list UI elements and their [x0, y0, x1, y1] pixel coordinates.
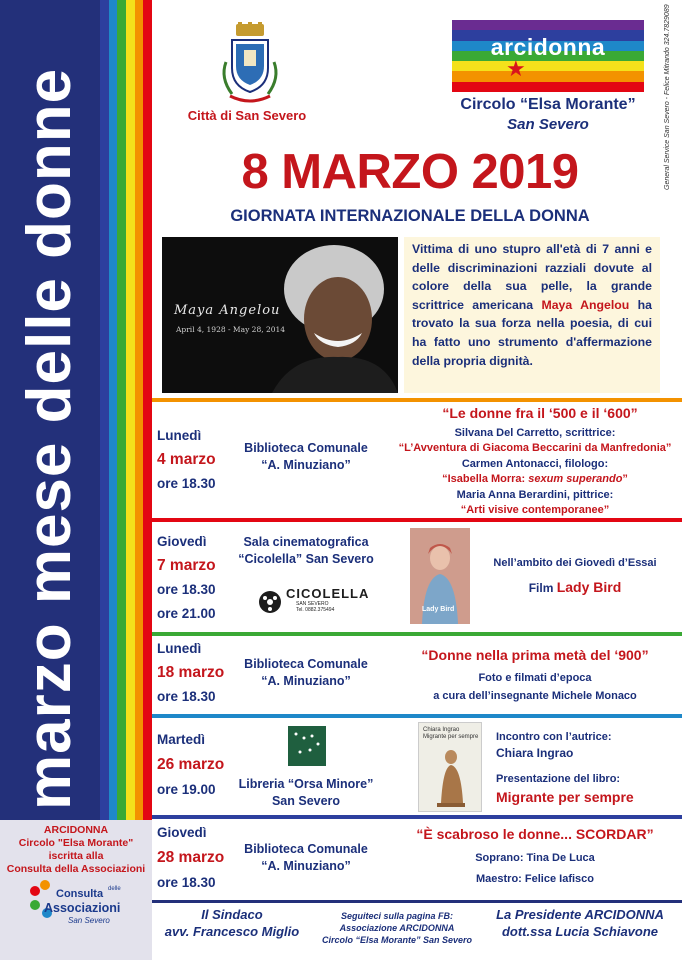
event-date: 18 marzo [157, 664, 225, 681]
event-title: “È scabroso le donne... SCORDAR” [416, 826, 654, 842]
event-divider [152, 398, 682, 402]
circolo-name: Circolo “Elsa Morante” [460, 96, 636, 113]
event-detail: Incontro con l’autrice: [496, 731, 612, 743]
footer-line: Associazione ARCIDONNA [339, 923, 455, 933]
event-detail: “Arti visive contemporanee” [460, 504, 610, 516]
book-cover [418, 722, 482, 812]
event-detail: Presentazione del libro: [496, 773, 621, 785]
venue-line: Sala cinematografica [243, 535, 369, 549]
poster-caption: Lady Bird [422, 606, 455, 613]
star-icon: ★ [506, 56, 526, 81]
logo-text: delle [108, 886, 121, 892]
photo-caption-name: Maya Angelou [174, 303, 281, 318]
event-detail: Carmen Antonacci, filologo: [461, 458, 609, 470]
detail-part: ” [622, 473, 628, 485]
assoc-line: iscritta alla [48, 850, 104, 862]
intro-text: Vittima di uno stupro all'età di 7 anni e delle discriminazioni razziali dovute al colore della sua pelle, la grande scrittrice americana [412, 242, 652, 312]
vertical-title: marzo mese delle donne [15, 67, 84, 810]
event-day: Giovedì [157, 825, 207, 840]
assoc-line: Circolo "Elsa Morante" [18, 837, 134, 849]
detail-part: “Isabella Morra: [442, 473, 529, 485]
event-detail: Chiara Ingrao [496, 746, 574, 760]
stripe [100, 0, 109, 820]
venue-line: “A. Minuziano” [261, 674, 351, 688]
main-date-title: 8 MARZO 2019 [241, 145, 579, 199]
footer-line: Il Sindaco [201, 907, 263, 922]
logo-text: San Severo [68, 916, 110, 925]
venue-line: Biblioteca Comunale [244, 657, 368, 671]
event-detail [468, 580, 682, 596]
cinema-logo-sub: SAN SEVERO [296, 601, 329, 607]
event-date: 4 marzo [157, 451, 216, 468]
venue-line: “A. Minuziano” [261, 859, 351, 873]
venue-line: Libreria “Orsa Minore” [238, 777, 374, 791]
event-time: ore 18.30 [157, 875, 216, 890]
event-detail: Maestro: Felice Iafisco [476, 873, 594, 885]
book-cover-title: Migrante per sempre [423, 734, 479, 740]
venue-line: San Severo [271, 794, 341, 808]
venue-line: “Cicolella” San Severo [238, 552, 374, 566]
event-title: “Le donne fra il ‘500 e il ‘600” [442, 405, 638, 421]
footer-facebook [312, 910, 482, 946]
event-venue [236, 656, 376, 690]
event-date: 7 marzo [157, 557, 216, 574]
event-row [152, 524, 682, 630]
event-detail [388, 472, 682, 487]
circolo-city: San Severo [507, 116, 589, 133]
cinema-logo [256, 582, 370, 616]
footer-line: avv. Francesco Miglio [164, 924, 300, 939]
logo-text: Consulta [56, 888, 104, 900]
event-time: ore 19.00 [157, 782, 216, 797]
event-row [152, 821, 682, 899]
venue-line: Biblioteca Comunale [244, 441, 368, 455]
event-day: Giovedì [157, 534, 207, 549]
consulta-logo [28, 878, 138, 948]
orsa-minore-logo [288, 726, 326, 766]
event-detail: Soprano: Tina De Luca [475, 852, 595, 864]
lady-bird-poster [410, 528, 470, 624]
cinema-logo-sub: Tel. 0882.375494 [296, 607, 335, 613]
subtitle: GIORNATA INTERNAZIONALE DELLA DONNA [230, 207, 590, 225]
detail-part: sexum superando [528, 473, 623, 485]
assoc-line: ARCIDONNA [43, 824, 109, 836]
stars-icon [288, 726, 326, 766]
logo-text: Associazioni [44, 901, 121, 915]
event-date: 26 marzo [157, 756, 225, 773]
venue-line: Biblioteca Comunale [244, 842, 368, 856]
event-row [152, 638, 682, 712]
event-detail: Nell’ambito dei Giovedì d’Essai [493, 557, 657, 569]
footer-line: Seguiteci sulla pagina FB: [340, 911, 454, 921]
event-venue [236, 534, 376, 568]
intro-highlight: Maya Angelou [541, 297, 630, 312]
assoc-line: Consulta della Associazioni [6, 863, 146, 875]
event-divider [152, 815, 682, 819]
footer-line: La Presidente ARCIDONNA [496, 907, 664, 922]
city-crest-icon [218, 22, 282, 106]
intro-text-box [404, 237, 660, 393]
event-row [152, 720, 682, 814]
print-credit: General Service San Severo - Felice Mitrando 324.7829089 [664, 4, 671, 190]
rainbow-stripes [100, 0, 152, 820]
event-divider [152, 632, 682, 636]
city-name: Città di San Severo [187, 108, 307, 123]
event-divider [152, 714, 682, 718]
stripe [135, 0, 144, 820]
maya-angelou-photo [162, 237, 398, 393]
film-title: Lady Bird [556, 579, 622, 595]
event-venue [236, 841, 376, 875]
event-venue [236, 776, 376, 810]
book-title: Migrante per sempre [496, 789, 634, 805]
event-time: ore 21.00 [157, 606, 216, 621]
cinema-logo-name: CICOLELLA [286, 586, 370, 601]
footer-line: Circolo “Elsa Morante” San Severo [321, 935, 473, 945]
event-detail: Silvana Del Carretto, scrittrice: [454, 427, 616, 439]
arcidonna-logo-text: arcidonna [490, 34, 606, 60]
event-day: Martedì [157, 732, 206, 747]
stripe [126, 0, 135, 820]
footer-mayor [152, 906, 312, 940]
event-day: Lunedì [157, 641, 202, 656]
event-row [152, 404, 682, 516]
event-divider [152, 518, 682, 522]
event-detail: Foto e filmati d’epoca [478, 672, 592, 684]
event-detail: Maria Anna Berardini, pittrice: [456, 489, 614, 501]
book-cover-author: Chiara Ingrao [423, 727, 460, 733]
event-day: Lunedì [157, 428, 202, 443]
left-banner [0, 0, 100, 820]
venue-line: “A. Minuziano” [261, 458, 351, 472]
statue-figure-icon [419, 723, 483, 813]
event-title: “Donne nella prima metà del ‘900” [421, 647, 649, 663]
event-detail: a cura dell’insegnante Michele Monaco [433, 690, 637, 702]
footer-divider [152, 900, 682, 903]
footer-president [482, 906, 678, 940]
event-time: ore 18.30 [157, 582, 216, 597]
intro-text: ha trovato la sua forza nella poesia, di cui ha fatto uno strumento d'affermazione della propria dignità. [412, 297, 652, 368]
photo-caption-dates: April 4, 1928 - May 28, 2014 [176, 325, 286, 334]
stripe [109, 0, 118, 820]
stripe [117, 0, 126, 820]
event-time: ore 18.30 [157, 689, 216, 704]
event-detail: “L’Avventura di Giacoma Beccarini da Manfredonia” [398, 442, 672, 454]
association-box [0, 820, 152, 960]
event-time: ore 18.30 [157, 476, 216, 491]
event-date: 28 marzo [157, 849, 225, 866]
footer-line: dott.ssa Lucia Schiavone [501, 924, 659, 939]
stripe [143, 0, 152, 820]
event-venue [236, 440, 376, 474]
detail-part: Film [528, 581, 557, 595]
